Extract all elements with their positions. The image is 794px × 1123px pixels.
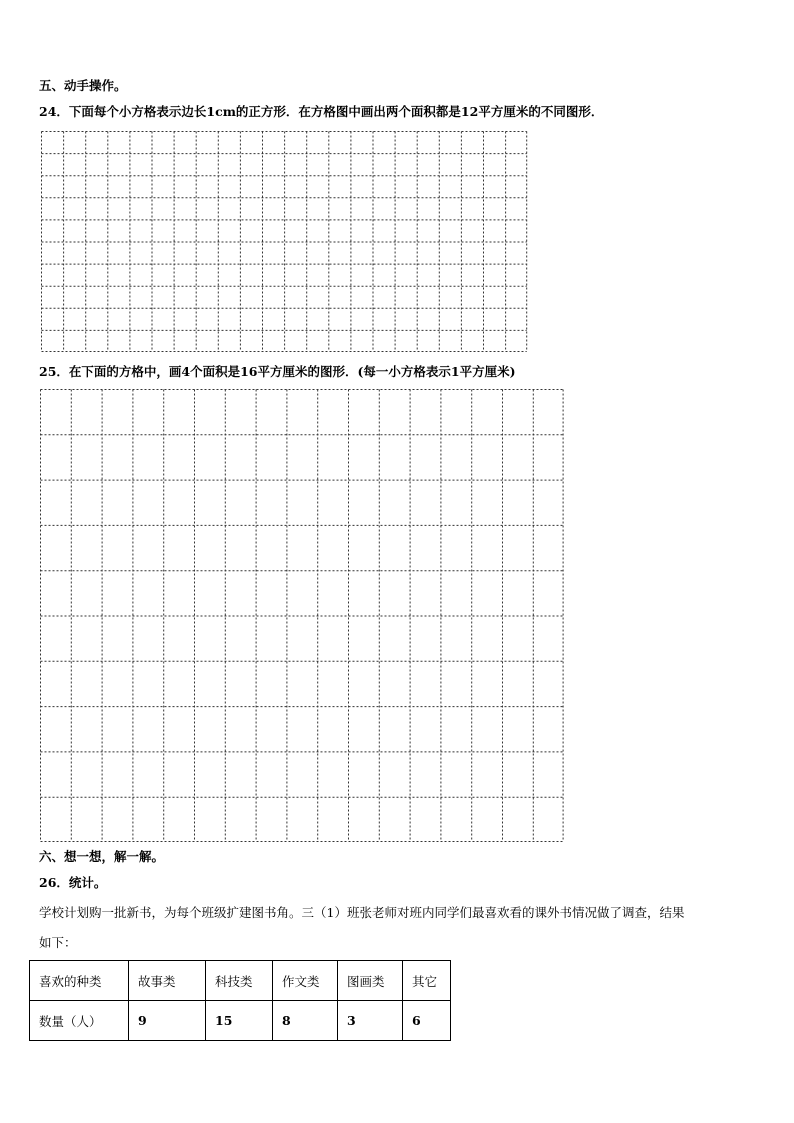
question-25-text: 25．在下面的方格中，画4个面积是16平方厘米的图形．(每一小方格表示1平方厘米) — [39, 364, 516, 379]
question-26-line-1: 学校计划购一批新书，为每个班级扩建图书角。三（1）班张老师对班内同学们最喜欢看的课外书情况做了调查，结果 — [39, 905, 685, 920]
table-cell: 6 — [403, 1001, 451, 1041]
question-26-title: 26．统计。 — [39, 875, 107, 890]
table-cell: 3 — [338, 1001, 403, 1041]
table-cell: 8 — [273, 1001, 338, 1041]
grid-question-25[interactable] — [40, 389, 564, 843]
table-row — [30, 1001, 451, 1041]
question-24-text: 24．下面每个小方格表示边长1cm的正方形．在方格图中画出两个面积都是12平方厘米的不同图形． — [39, 104, 604, 119]
section-6-heading: 六、想一想，解一解。 — [39, 849, 165, 864]
table-cell: 故事类 — [129, 961, 206, 1001]
table-cell: 图画类 — [338, 961, 403, 1001]
table-cell: 作文类 — [273, 961, 338, 1001]
question-26-line-2: 如下： — [39, 935, 77, 950]
grid-question-24[interactable] — [41, 131, 528, 353]
table-header-row — [30, 961, 451, 1001]
table-cell: 喜欢的种类 — [30, 961, 129, 1001]
table-cell: 科技类 — [206, 961, 273, 1001]
section-5-heading: 五、动手操作。 — [39, 78, 127, 93]
table-cell: 数量（人） — [30, 1001, 129, 1041]
table-cell: 15 — [206, 1001, 273, 1041]
table-cell: 9 — [129, 1001, 206, 1041]
table-cell: 其它 — [403, 961, 451, 1001]
survey-table — [29, 960, 451, 1041]
